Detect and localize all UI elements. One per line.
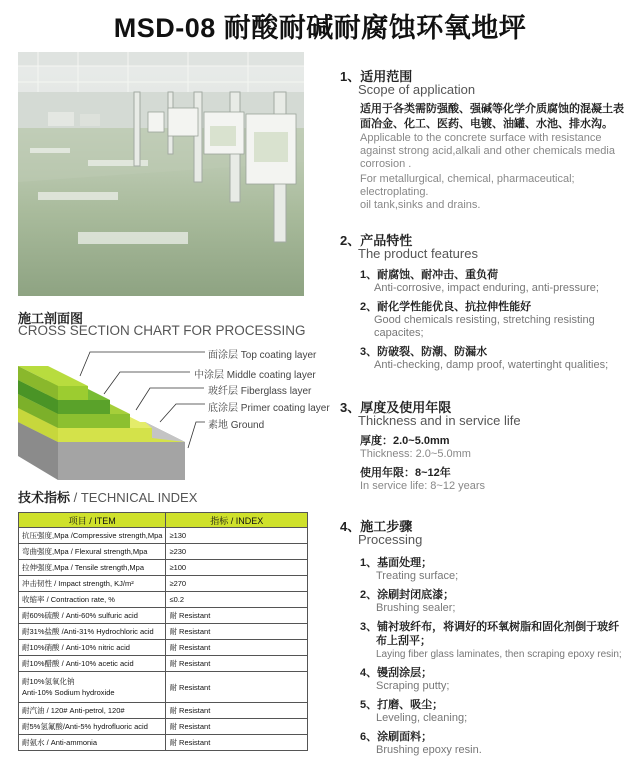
application-en-line: corrosion .: [360, 158, 412, 170]
row-item-line2: Anti-10% Sodium hydroxide: [22, 688, 115, 697]
application-heading-en: Scope of application: [358, 82, 476, 97]
header-item: 项目 / ITEM: [19, 513, 166, 528]
table-row: [19, 703, 308, 719]
layer-label-ground: [208, 416, 264, 431]
feature-cn: 2、耐化学性能优良、抗拉伸性能好: [360, 301, 532, 313]
row-index: ≥100: [166, 560, 308, 576]
row-item: 抗压强度,Mpa /Compressive strength,Mpa: [19, 528, 166, 544]
table-row: [19, 560, 308, 576]
row-item: 耐10%硝酸 / Anti-10% nitric acid: [19, 640, 166, 656]
row-item: 耐60%硫酸 / Anti-60% sulfuric acid: [19, 608, 166, 624]
row-index: 耐 Resistant: [166, 656, 308, 672]
feature-cn: 1、耐腐蚀、耐冲击、重负荷: [360, 269, 499, 281]
features-list: [360, 268, 635, 372]
process-step-cn: 5、打磨、吸尘；: [360, 699, 444, 711]
tech-index-title-en: TECHNICAL INDEX: [80, 490, 198, 505]
layer-en: Middle coating layer: [226, 370, 316, 381]
layer-label-middle: [194, 366, 316, 381]
table-row: [19, 719, 308, 735]
cross-section-title-en: CROSS SECTION CHART FOR PROCESSING: [18, 323, 306, 338]
row-item: 耐10%醋酸 / Anti-10% acetic acid: [19, 656, 166, 672]
row-item-line1: 耐10%氢氧化钠: [22, 677, 75, 686]
row-index: ≥270: [166, 576, 308, 592]
process-heading-cn: 4、施工步骤: [340, 519, 413, 534]
life-cn: 使用年限：8~12年: [360, 467, 451, 479]
layer-label-primer: [208, 399, 330, 414]
tech-index-title: [18, 487, 197, 506]
thickness-heading-cn: 3、厚度及使用年限: [340, 400, 452, 415]
application-heading-cn: 1、适用范围: [340, 69, 413, 84]
table-row: [19, 544, 308, 560]
header-index: 指标 / INDEX: [166, 513, 308, 528]
features-heading-cn: 2、产品特性: [340, 233, 413, 248]
table-row: [19, 656, 308, 672]
row-index: ≥130: [166, 528, 308, 544]
process-step-en: Laying fiber glass laminates, then scraping epoxy resin;: [376, 649, 622, 660]
process-heading-en: Processing: [358, 532, 423, 547]
process-step-cn: 6、涂刷面料；: [360, 731, 433, 743]
feature-cn: 3、防破裂、防潮、防漏水: [360, 346, 488, 358]
layer-label-top: [208, 346, 316, 361]
layer-en: Primer coating layer: [240, 403, 330, 414]
process-step-cn: 1、基面处理；: [360, 557, 433, 569]
layer-cn: 素地: [208, 420, 228, 431]
tech-index-title-sep: /: [70, 490, 81, 505]
table-row: [19, 672, 308, 703]
row-item: 弯曲强度,Mpa / Flexural strength,Mpa: [19, 544, 166, 560]
row-item: 耐5%氢氟酸/Anti-5% hydrofluoric acid: [19, 719, 166, 735]
layer-cn: 中涂层: [194, 370, 224, 381]
row-item: 耐31%盐酸 /Anti-31% Hydrochloric acid: [19, 624, 166, 640]
application-en-line: For metallurgical, chemical, pharmaceutical; electroplating.: [360, 173, 575, 198]
row-item: [19, 672, 166, 703]
tech-index-table: [18, 512, 308, 751]
layer-en: Ground: [230, 420, 265, 431]
row-index: ≤0.2: [166, 592, 308, 608]
table-row: [19, 624, 308, 640]
row-item: 耐氨水 / Anti-ammonia: [19, 735, 166, 751]
layer-cn: 底涂层: [208, 403, 238, 414]
table-row: [19, 576, 308, 592]
application-body: [360, 102, 635, 212]
feature-en: Anti-corrosive, impact enduring, anti-pressure;: [374, 282, 599, 294]
process-step-en: Brushing epoxy resin.: [376, 744, 482, 756]
table-header-row: [19, 513, 308, 528]
row-index: 耐 Resistant: [166, 608, 308, 624]
factory-floor-photo: [18, 52, 304, 296]
row-index: 耐 Resistant: [166, 624, 308, 640]
process-step-en: Brushing sealer;: [376, 602, 456, 614]
application-en-line: oil tank,sinks and drains.: [360, 199, 481, 211]
process-step-en: Treating surface;: [376, 570, 459, 582]
page-title: MSD-08 耐酸耐碱耐腐蚀环氧地坪: [113, 13, 527, 43]
layer-cn: 面涂层: [208, 350, 238, 361]
layer-label-fiberglass: [208, 382, 311, 397]
row-item: 耐汽油 / 120# Anti-petrol, 120#: [19, 703, 166, 719]
table-row: [19, 592, 308, 608]
row-index: 耐 Resistant: [166, 703, 308, 719]
row-index: 耐 Resistant: [166, 735, 308, 751]
process-step-cn: 布上刮平；: [376, 635, 431, 647]
feature-en: Anti-checking, damp proof, watertinght qualities;: [374, 359, 609, 371]
row-item: 收缩率 / Contraction rate, %: [19, 592, 166, 608]
cross-section-title-cn: 施工剖面图: [18, 311, 84, 326]
row-index: ≥230: [166, 544, 308, 560]
process-step-cn: 2、涂刷封闭底漆；: [360, 589, 455, 601]
application-en-line: Applicable to the concrete surface with resistance: [360, 132, 602, 144]
row-index: 耐 Resistant: [166, 719, 308, 735]
row-index: 耐 Resistant: [166, 672, 308, 703]
layer-cn: 玻纤层: [208, 386, 238, 397]
process-step-en: Leveling, cleaning;: [376, 712, 468, 724]
table-row: [19, 608, 308, 624]
process-step-cn: 3、铺衬玻纤布，将调好的环氧树脂和固化剂倒于玻纤: [360, 621, 620, 633]
table-row: [19, 735, 308, 751]
row-index: 耐 Resistant: [166, 640, 308, 656]
factory-floor-image: [18, 52, 304, 296]
features-heading-en: The product features: [358, 246, 478, 261]
layer-en: Fiberglass layer: [240, 386, 312, 397]
thickness-heading-en: Thickness and in service life: [358, 413, 521, 428]
thickness-cn: 厚度：2.0~5.0mm: [360, 435, 450, 447]
thickness-body: [360, 434, 485, 493]
process-step-cn: 4、镘刮涂层；: [360, 667, 433, 679]
life-en: In service life: 8~12 years: [360, 480, 486, 492]
layer-en: Top coating layer: [240, 350, 317, 361]
application-en-line: against strong acid,alkali and other chemicals media: [360, 145, 615, 157]
row-item: 拉伸强度,Mpa / Tensile strength,Mpa: [19, 560, 166, 576]
table-row: [19, 640, 308, 656]
table-row: [19, 528, 308, 544]
process-step-en: Scraping putty;: [376, 680, 450, 692]
thickness-en: Thickness: 2.0~5.0mm: [360, 448, 471, 460]
application-cn-line: 面冶金、化工、医药、电镀、油罐、水池、排水沟。: [360, 118, 613, 130]
process-list: [360, 556, 638, 757]
row-item: 冲击韧性 / Impact strength, KJ/m²: [19, 576, 166, 592]
feature-en: Good chemicals resisting, stretching resisting: [374, 314, 595, 326]
feature-en: capacites;: [374, 327, 424, 339]
tech-index-title-cn: 技术指标: [18, 490, 71, 505]
application-cn-line: 适用于各类需防强酸、强碱等化学介质腐蚀的混凝土表: [360, 103, 624, 115]
